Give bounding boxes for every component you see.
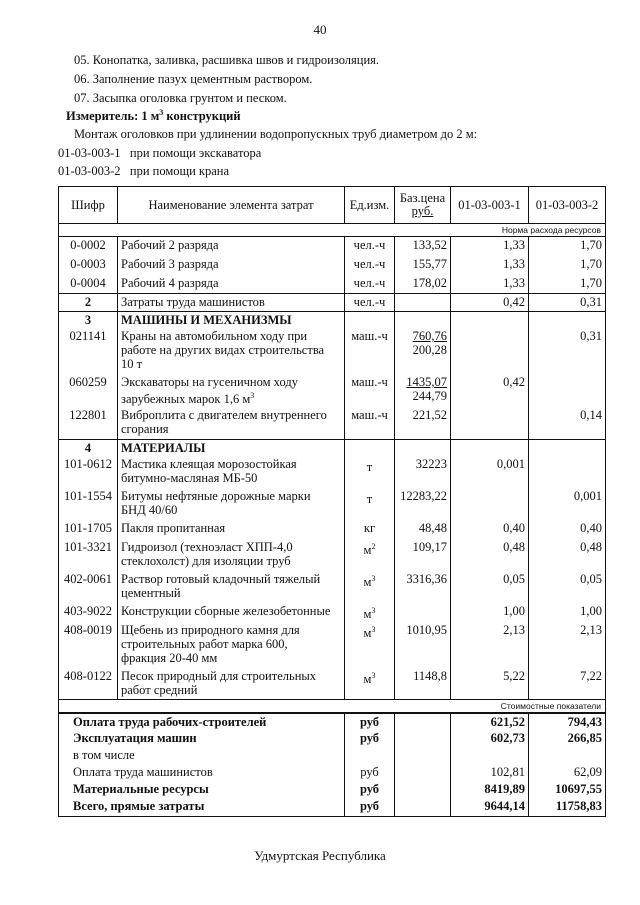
measure-suffix: конструкций (163, 109, 241, 124)
row-name-line: битумно-масляная МБ-50 (121, 470, 258, 485)
row-value-2: 1,70 (529, 275, 606, 294)
total-row (59, 798, 606, 816)
footer-region: Удмуртская Республика (254, 848, 386, 863)
code1-text: при помощи экскаватора (129, 146, 262, 160)
table-row (59, 539, 606, 571)
row-value-1: 5,22 (451, 668, 529, 700)
empty-cell (395, 781, 451, 798)
row-price: 109,17 (395, 539, 451, 571)
table-row (59, 237, 606, 256)
row-price-main: 1435,07 (406, 375, 447, 389)
table-row (59, 488, 606, 520)
empty-cell (395, 798, 451, 816)
row-price: 1010,95 (395, 622, 451, 668)
empty-cell (395, 764, 451, 781)
row-price: 221,52 (395, 407, 451, 439)
total-value-2: 62,09 (529, 764, 606, 781)
row-unit (345, 603, 395, 622)
row-price: 1148,8 (395, 668, 451, 700)
total-label: в том числе (59, 747, 345, 764)
row-unit-sup: 3 (371, 573, 376, 583)
row-name-line: БНД 40/60 (121, 502, 178, 517)
page-number: 40 (313, 22, 327, 37)
total-value-2: 10697,55 (529, 781, 606, 798)
measure-sup: 3 (159, 108, 164, 117)
row-code: 060259 (59, 374, 118, 407)
row-price (395, 374, 451, 407)
row-value-2: 1,70 (529, 256, 606, 275)
row-name-line (121, 389, 341, 406)
table-row (59, 328, 606, 374)
row-unit: маш.-ч (345, 374, 395, 407)
row-price: 155,77 (395, 256, 451, 275)
row-unit-text: м (363, 574, 372, 589)
norm-label: Норма расхода ресурсов (59, 224, 606, 237)
empty-cell (345, 439, 395, 456)
row-price: 32223 (395, 456, 451, 488)
table-row (59, 622, 606, 668)
row-name-line: Виброплита с двигателем внутреннего (121, 408, 327, 423)
empty-cell (395, 730, 451, 747)
total-label: Всего, прямые затраты (59, 798, 345, 816)
row-name: Рабочий 3 разряда (118, 256, 345, 275)
empty-cell (345, 312, 395, 329)
intro-item-06: 06. Заполнение пазух цементным раствором. (74, 72, 313, 86)
row-code: 0-0003 (59, 256, 118, 275)
intro-item-07: 07. Засыпка оголовка грунтом и песком. (74, 91, 287, 105)
table-row (59, 407, 606, 439)
row-price: 178,02 (395, 275, 451, 294)
row-code: 0-0002 (59, 237, 118, 256)
section-row-3 (59, 312, 606, 329)
row-value-2: 0,14 (529, 407, 606, 439)
row-unit: чел.-ч (345, 256, 395, 275)
row-value-2: 2,13 (529, 622, 606, 668)
section-row-2 (59, 294, 606, 312)
norm-row (59, 224, 606, 237)
row-code: 403-9022 (59, 603, 118, 622)
row-unit-text: м (363, 606, 372, 621)
empty-cell (395, 713, 451, 730)
row-name-line: работе на других видах строительства (121, 343, 325, 357)
row-unit (345, 520, 395, 539)
row-value-2: 1,70 (529, 237, 606, 256)
total-label: Материальные ресурсы (59, 781, 345, 798)
row-value-1: 0,001 (451, 456, 529, 488)
row-value-1: 0,48 (451, 539, 529, 571)
total-label: Эксплуатация машин (59, 730, 345, 747)
row-price: 12283,22 (395, 488, 451, 520)
row-unit-sup: 3 (371, 670, 376, 680)
cost-label-row (59, 700, 606, 714)
row-value-1: 0,05 (451, 571, 529, 603)
row-name-line: цементный (121, 585, 181, 600)
row-value-2 (529, 374, 606, 407)
row-value-1: 1,33 (451, 237, 529, 256)
row-unit-text: т (366, 491, 373, 506)
row-name-line: Экскаваторы на гусеничном ходу (121, 375, 298, 389)
row-unit-text: м (363, 625, 372, 640)
table-row (59, 456, 606, 488)
code2-text: при помощи крана (129, 164, 230, 178)
code-line-2 (58, 164, 229, 179)
row-name (118, 539, 345, 571)
row-value-1: 1,00 (451, 603, 529, 622)
row-name-line: стеклохолст) для изоляции труб (121, 553, 291, 568)
row-name-sup: 3 (250, 391, 255, 400)
total-value-1: 602,73 (451, 730, 529, 747)
total-unit: руб (345, 713, 395, 730)
section-name: МАТЕРИАЛЫ (118, 439, 345, 456)
header-unit: Ед.изм. (345, 187, 395, 224)
row-value-1: 0,42 (451, 374, 529, 407)
row-value-1: 0,40 (451, 520, 529, 539)
row-unit (345, 539, 395, 571)
row-value-2 (529, 456, 606, 488)
row-name (118, 622, 345, 668)
table-row (59, 374, 606, 407)
row-unit (345, 622, 395, 668)
header-price-l2: руб. (411, 204, 434, 218)
row-name-line: Щебень из природного камня для (121, 622, 300, 637)
row-unit-text: кг (363, 520, 376, 535)
row-value-2: 1,00 (529, 603, 606, 622)
row-name (118, 571, 345, 603)
empty-cell (451, 312, 529, 329)
row-code: 408-0122 (59, 668, 118, 700)
row-unit-sup: 2 (371, 541, 376, 551)
code1: 01-03-003-1 (58, 146, 121, 160)
empty-cell (529, 312, 606, 329)
row-name (118, 407, 345, 439)
row-name-line: Битумы нефтяные дорожные марки (121, 488, 311, 503)
row-unit-text: м (363, 542, 372, 557)
row-price-main: 760,76 (412, 329, 447, 343)
section-code: 2 (59, 294, 118, 312)
total-row (59, 713, 606, 730)
row-value-2: 0,31 (529, 328, 606, 374)
total-value-2: 794,43 (529, 713, 606, 730)
row-code: 408-0019 (59, 622, 118, 668)
code-line-1 (58, 146, 261, 161)
total-unit (345, 747, 395, 764)
empty-cell (395, 439, 451, 456)
row-value-2: 0,48 (529, 539, 606, 571)
total-row (59, 730, 606, 747)
row-value-2: 0,05 (529, 571, 606, 603)
table-row (59, 520, 606, 539)
header-price-l1: Баз.цена (399, 191, 446, 205)
row-price-sub: 244,79 (412, 389, 447, 403)
row-unit-sup: 3 (371, 605, 376, 615)
row-value-2: 7,22 (529, 668, 606, 700)
empty-cell (451, 439, 529, 456)
total-unit: руб (345, 781, 395, 798)
row-name (118, 374, 345, 407)
row-code: 402-0061 (59, 571, 118, 603)
row-code: 101-0612 (59, 456, 118, 488)
table-row (59, 275, 606, 294)
row-name-line: сгорания (121, 422, 169, 437)
section-row-4 (59, 439, 606, 456)
total-row (59, 764, 606, 781)
table-row (59, 603, 606, 622)
row-code: 122801 (59, 407, 118, 439)
section-value-2: 0,31 (529, 294, 606, 312)
header-col2: 01-03-003-2 (529, 187, 606, 224)
section-value-1: 0,42 (451, 294, 529, 312)
intro-item-05: 05. Конопатка, заливка, расшивка швов и гидроизоляция. (74, 53, 380, 67)
row-name-line: Раствор готовый кладочный тяжелый (121, 571, 321, 586)
header-row (59, 187, 606, 224)
row-name (118, 456, 345, 488)
row-unit (345, 456, 395, 488)
row-price: 3316,36 (395, 571, 451, 603)
row-value-2: 0,001 (529, 488, 606, 520)
row-price: 48,48 (395, 520, 451, 539)
row-name: Рабочий 4 разряда (118, 275, 345, 294)
total-value-1: 102,81 (451, 764, 529, 781)
row-unit: чел.-ч (345, 237, 395, 256)
row-name: Пакля пропитанная (118, 520, 345, 539)
row-unit: маш.-ч (345, 407, 395, 439)
total-unit: руб (345, 730, 395, 747)
table-row (59, 571, 606, 603)
code2: 01-03-003-2 (58, 164, 121, 178)
row-name: Рабочий 2 разряда (118, 237, 345, 256)
row-unit (345, 488, 395, 520)
row-code: 021141 (59, 328, 118, 374)
total-value-1 (451, 747, 529, 764)
measure-prefix: Измеритель: 1 м (66, 109, 160, 124)
total-value-2: 11758,83 (529, 798, 606, 816)
table-row (59, 256, 606, 275)
cost-label: Стоимостные показатели (59, 700, 606, 714)
row-value-1 (451, 407, 529, 439)
row-value-2: 0,40 (529, 520, 606, 539)
row-name-line: Мастика клеящая морозостойкая (121, 456, 297, 471)
total-value-2: 266,85 (529, 730, 606, 747)
row-name (118, 328, 345, 374)
section-name: Затраты труда машинистов (118, 294, 345, 312)
header-code: Шифр (59, 187, 118, 224)
row-unit: маш.-ч (345, 328, 395, 374)
header-col1: 01-03-003-1 (451, 187, 529, 224)
row-name-text: зарубежных марок 1,6 м (121, 392, 251, 407)
row-unit (345, 668, 395, 700)
total-unit: руб (345, 798, 395, 816)
row-unit-text: м (363, 671, 372, 686)
row-name-line: фракция 20-40 мм (121, 650, 218, 665)
row-unit-text: т (366, 459, 373, 474)
row-unit (345, 571, 395, 603)
row-price (395, 328, 451, 374)
row-code: 101-1554 (59, 488, 118, 520)
row-name: Конструкции сборные железобетонные (118, 603, 345, 622)
empty-cell (529, 439, 606, 456)
total-label: Оплата труда машинистов (59, 764, 345, 781)
row-name-line: Краны на автомобильном ходу при (121, 329, 308, 343)
empty-cell (395, 747, 451, 764)
total-value-1: 8419,89 (451, 781, 529, 798)
row-value-1: 1,33 (451, 256, 529, 275)
description: Монтаж оголовков при удлинении водопропускных труб диаметром до 2 м: (74, 127, 478, 141)
row-code: 101-1705 (59, 520, 118, 539)
header-price (395, 187, 451, 224)
row-name (118, 668, 345, 700)
row-name-line: строительных работ марка 600, (121, 636, 288, 651)
row-value-1: 2,13 (451, 622, 529, 668)
row-unit: чел.-ч (345, 275, 395, 294)
row-price (395, 603, 451, 622)
total-row (59, 781, 606, 798)
row-name-line: Песок природный для строительных (121, 668, 317, 683)
row-name-line: Гидроизол (техноэласт ХПП-4,0 (121, 539, 293, 554)
total-value-2 (529, 747, 606, 764)
row-unit-sup: 3 (371, 624, 376, 634)
section-code: 3 (59, 312, 118, 329)
section-unit: чел.-ч (345, 294, 395, 312)
row-name (118, 488, 345, 520)
row-price: 133,52 (395, 237, 451, 256)
total-label: Оплата труда рабочих-строителей (59, 713, 345, 730)
total-value-1: 9644,14 (451, 798, 529, 816)
empty-cell (395, 312, 451, 329)
row-value-1: 1,33 (451, 275, 529, 294)
total-unit: руб (345, 764, 395, 781)
row-code: 0-0004 (59, 275, 118, 294)
row-value-1 (451, 328, 529, 374)
total-row (59, 747, 606, 764)
row-price-sub: 200,28 (412, 343, 447, 357)
cost-table (58, 186, 606, 817)
row-code: 101-3321 (59, 539, 118, 571)
row-name-line: работ средний (121, 682, 198, 697)
row-value-1 (451, 488, 529, 520)
section-name: МАШИНЫ И МЕХАНИЗМЫ (118, 312, 345, 329)
section-code: 4 (59, 439, 118, 456)
table-row (59, 668, 606, 700)
measure-line (66, 108, 241, 124)
header-name: Наименование элемента затрат (118, 187, 345, 224)
total-value-1: 621,52 (451, 713, 529, 730)
section-price (395, 294, 451, 312)
row-name-line: 10 т (121, 357, 143, 371)
